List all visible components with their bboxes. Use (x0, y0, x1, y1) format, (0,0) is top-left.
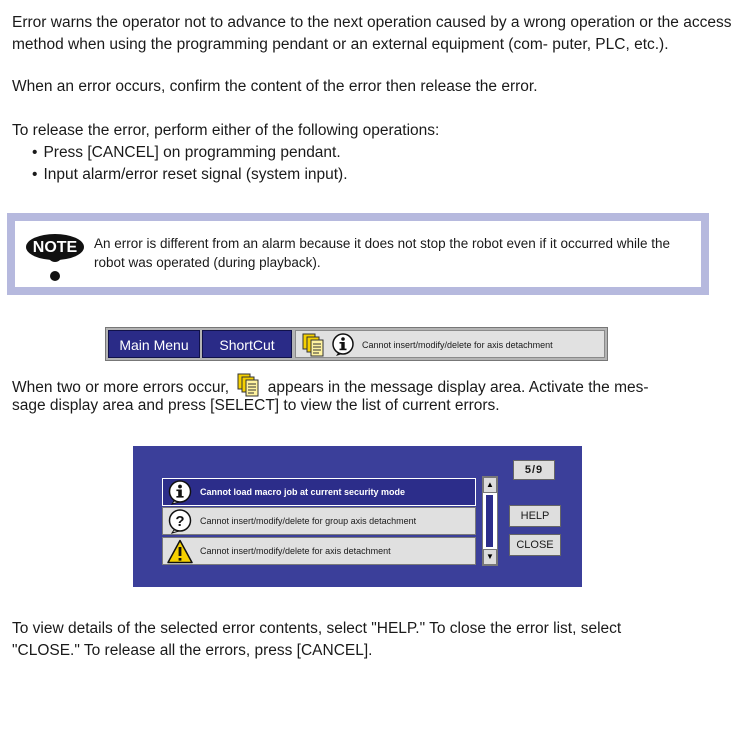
multiple-messages-icon (237, 373, 259, 397)
release-bullet-1: • Press [CANCEL] on programming pendant. (32, 142, 341, 164)
intro-paragraph: Error warns the operator not to advance to the next operation caused by a wrong operation or the access method when using the programming pendant or an external equipment (com- puter, PLC, etc.). (12, 14, 732, 53)
multiple-errors-text-after: appears in the message display area. Activate the mes- (267, 379, 649, 396)
note-badge-icon (25, 233, 85, 283)
help-button[interactable]: HELP (509, 505, 561, 527)
main-menu-button[interactable]: Main Menu (108, 330, 200, 358)
scrollbar-thumb[interactable] (486, 495, 493, 547)
intro-paragraph-2: When an error occurs, confirm the content of the error then release the error. (12, 78, 538, 95)
info-icon (167, 480, 193, 505)
release-lead: To release the error, perform either of the following operations: (12, 122, 440, 139)
shortcut-button[interactable]: ShortCut (202, 330, 292, 358)
note-inner (15, 221, 701, 287)
info-icon (331, 333, 355, 357)
multiple-errors-text-before: When two or more errors occur, (12, 379, 230, 396)
svg-text:?: ? (175, 513, 185, 530)
error-row-text: Cannot insert/modify/delete for group axis detachment (200, 516, 417, 526)
message-display-area[interactable] (295, 330, 605, 358)
scroll-down-button[interactable]: ▼ (483, 549, 497, 565)
error-row[interactable] (162, 478, 476, 506)
question-icon (167, 509, 193, 534)
error-counter: 5/9 (513, 460, 555, 480)
message-text: Cannot insert/modify/delete for axis detachment (362, 340, 553, 350)
closing-line-2: "CLOSE." To release all the errors, press [CANCEL]. (12, 642, 373, 659)
close-button[interactable]: CLOSE (509, 534, 561, 556)
error-list-dialog (133, 446, 582, 587)
scroll-up-button[interactable]: ▲ (483, 477, 497, 493)
release-bullet-2: • Input alarm/error reset signal (system input). (32, 164, 348, 186)
error-list-scrollbar[interactable] (482, 476, 498, 566)
warning-icon (167, 539, 193, 564)
multiple-errors-line-2: sage display area and press [SELECT] to view the list of current errors. (12, 397, 500, 414)
note-text: An error is different from an alarm because it does not stop the robot even if it occurred while the robot was operated (during playback). (94, 236, 671, 270)
multiple-messages-icon[interactable] (302, 333, 324, 357)
error-row-text: Cannot load macro job at current security mode (200, 487, 406, 497)
error-row[interactable] (162, 537, 476, 565)
error-row[interactable] (162, 507, 476, 535)
menu-bar (105, 327, 608, 361)
closing-line-1: To view details of the selected error contents, select "HELP." To close the error list, select (12, 620, 622, 637)
note-badge-label: NOTE (32, 239, 78, 256)
error-row-text: Cannot insert/modify/delete for axis detachment (200, 546, 391, 556)
note-box (7, 213, 709, 295)
